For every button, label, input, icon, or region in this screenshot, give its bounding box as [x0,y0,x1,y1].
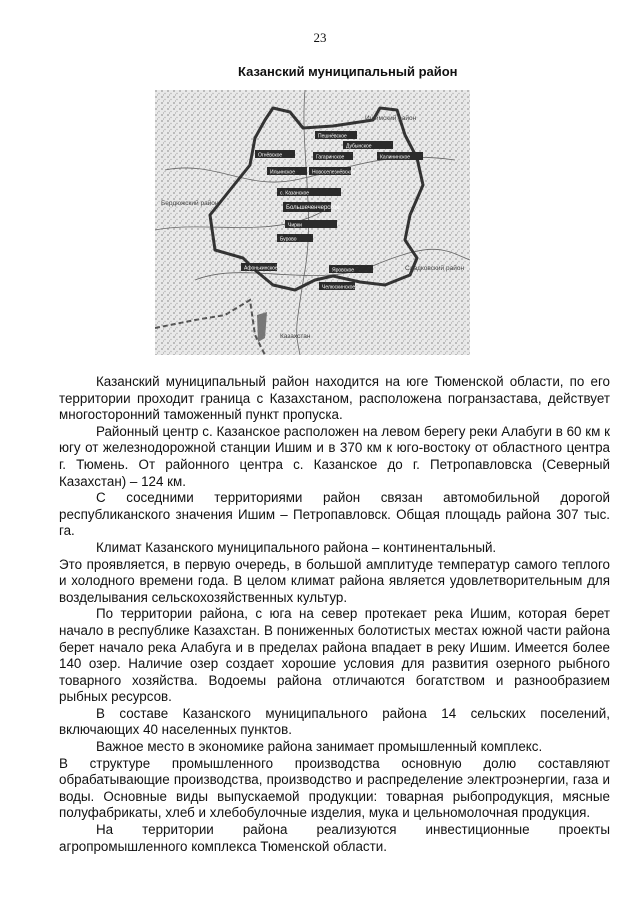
paragraph: По территории района, с юга на север протекает река Ишим, которая берет начало в республике Казахстан. В пониженных болотистых местах южной части района берет начало река Алабуга и в пределах района впадает в реку Ишим. Имеется более 140 озер. Наличие озер создает хорошие условия для развития озерного рыбного товарного хозяйства. Водоемы района отличаются богатством и разнообразием рыбных ресурсов. [59,606,610,705]
settlement-label: Ильинское [270,169,295,176]
settlement-label: Пешнёвское [318,133,347,140]
paragraph: В структуре промышленного производства основную долю составляют обрабатывающие производства, производство и распределение электроэнергии, газа и воды. Основные виды выпускаемой продукции: товарная рыбопродукция, мясные полуфабрикаты, хлеб и хлебобулочные изделия, мука и цельномолочная продукция. [59,755,610,821]
page-number: 23 [313,30,327,45]
settlement-label: Дубынское [346,143,372,150]
settlement-label-center: Большеченчерское [286,205,340,211]
map-label-kazakhstan: Казахстан [280,333,311,340]
settlement-label: Афонькинское [244,265,278,272]
paragraph: С соседними территориями район связан автомобильной дорогой республиканского значения Ишим – Петропавловск. Общая площадь района 307 тыс. га. [59,490,610,539]
paragraph: Это проявляется, в первую очередь, в большой амплитуде температур самого теплого и холодного времени года. В целом климат района является удовлетворительным для возделывания сельскохозяйственных культур. [59,556,610,605]
paragraph: Важное место в экономике района занимает промышленный комплекс. [96,739,543,755]
paragraph: Казанский муниципальный район находится на юге Тюменской области, по его территории проходит граница с Казахстаном, расположена погранзастава, действует многосторонний таможенный пункт пропуска. [59,374,610,423]
body-text [59,374,610,855]
page-title: Казанский муниципальный район [238,64,458,79]
district-map [155,90,470,355]
settlement-label: Яровское [332,267,355,274]
settlement-label: Новоселезнёвское [312,169,356,176]
paragraph: Районный центр с. Казанское расположен на левом берегу реки Алабуги в 60 км к югу от железнодорожной станции Ишим и в 370 км к юго-востоку от областного центра г. Тюмень. От районного центра с. Казанское до г. Петропавловска (Северный Казахстан) – 124 км. [59,423,610,489]
map-label-sladkovo-district: Сладковский район [405,265,465,272]
settlement-label: Гагаринское [316,154,345,161]
settlement-label: Чирки [288,222,302,229]
settlement-label: Челюскинское [322,284,356,291]
settlement-label: Огнёвское [258,152,283,159]
paragraph: На территории района реализуются инвестиционные проекты агропромышленного комплекса Тюменской области. [59,822,610,854]
paragraph: Климат Казанского муниципального района – континентальный. [96,539,497,555]
map-label-ishim-district: Ишимский район [365,115,417,122]
settlement-label: Бурово [280,236,297,243]
paragraph: В составе Казанского муниципального района 14 сельских поселений, включающих 40 населенных пунктов. [59,705,610,738]
settlement-label: Калининское [380,154,411,161]
map-label-berdyuzh-district: Бердюжский район [161,200,219,207]
settlement-label: с. Казанское [280,190,310,197]
